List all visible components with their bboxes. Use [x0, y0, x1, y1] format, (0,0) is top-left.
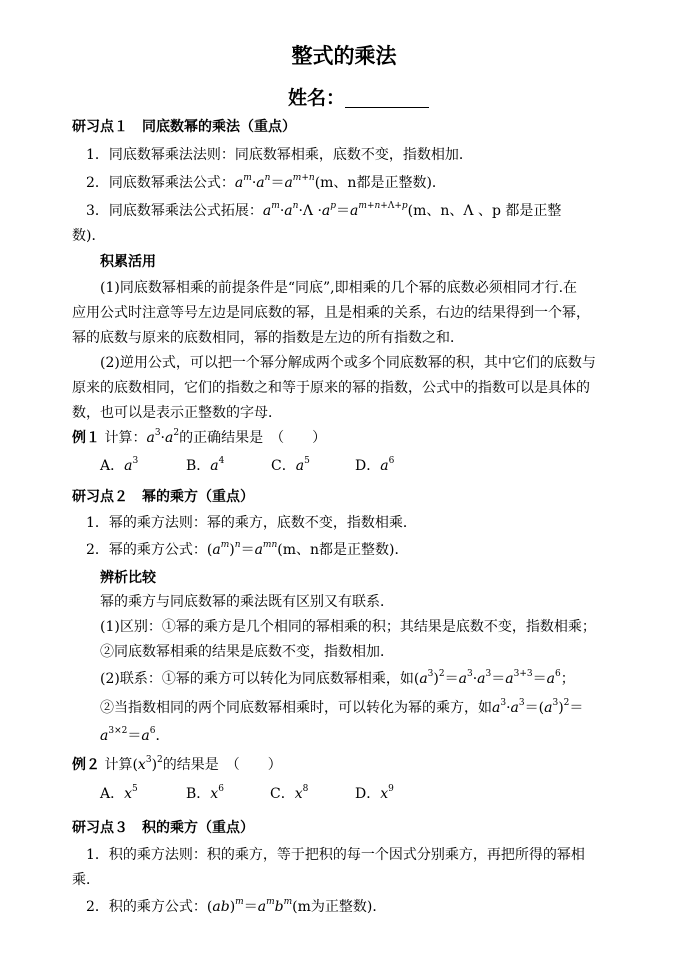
example-1: 例１ 计算：$a^3\cdot a^2$的正确结果是 （ ）	[72, 428, 327, 446]
s3-rule-cont: 乘．	[72, 872, 100, 888]
section-2-heading: 研习点２ 幂的乘方（重点）	[72, 489, 254, 505]
s1-formula-ext-cont: 数)．	[72, 228, 106, 244]
s2-formula: 2．幂的乘方公式：$(a^m)^n=a^{mn}(m$、n都是正整数)．	[86, 540, 409, 558]
s1-formula-ext: 3．同底数幂乘法公式拓展：$a^m\cdot a^n\cdot\Lambda \cdot a^p=a^{m+n+\Lambda+p}(m$、n、Λ 、p 都是正整	[86, 201, 562, 219]
example-1-option-d[interactable]: D．$a^6$	[355, 456, 395, 474]
example-2-option-a[interactable]: A．$x^5$	[100, 784, 138, 802]
example-2-option-d[interactable]: D．$x^9$	[355, 784, 394, 802]
s1-note-2a: (2)逆用公式，可以把一个幂分解成两个或多个同底数幂的积，其中它们的底数与	[100, 355, 596, 371]
example-2-option-b[interactable]: B．$x^6$	[186, 784, 224, 802]
s1-formula: 2．同底数幂乘法公式：$a^m\cdot a^n=a^{m+n}(m$、n都是正整数)．	[86, 173, 446, 191]
s2-compare-0: 幂的乘方与同底数幂的乘法既有区别又有联系．	[100, 594, 394, 610]
s2-subheading: 辨析比较	[100, 570, 156, 586]
s2-compare-2: ②同底数幂相乘的结果是底数不变，指数相加．	[100, 644, 394, 660]
example-1-option-b[interactable]: B．$a^4$	[186, 456, 225, 474]
s1-rule: 1．同底数幂乘法法则：同底数幂相乘，底数不变，指数相加．	[86, 147, 473, 163]
s1-note-1c: 幂的底数与原来的底数相同，幂的指数是左边的所有指数之和．	[72, 330, 464, 346]
s1-subheading: 积累活用	[100, 254, 156, 270]
example-1-option-a[interactable]: A．$a^3$	[100, 456, 139, 474]
s1-note-2c: 数，也可以是表示正整数的字母．	[72, 405, 282, 421]
s1-note-1a: (1)同底数幂相乘的前提条件是“同底”,即相乘的几个幂的底数必须相同才行.在	[100, 280, 578, 296]
s3-formula: 2．积的乘方公式：$(ab)^m=a^mb^m(m$为正整数)．	[86, 897, 387, 915]
section-3-heading: 研习点３ 积的乘方（重点）	[72, 820, 254, 836]
s2-compare-4: ②当指数相同的两个同底数幂相乘时，可以转化为幂的乘方，如$a^3\cdot a^3=(a^3)^2=$	[100, 698, 584, 716]
s3-rule: 1．积的乘方法则：积的乘方，等于把积的每一个因式分别乘方，再把所得的幂相	[86, 847, 585, 863]
name-blank	[345, 89, 429, 108]
section-1-heading: 研习点１ 同底数幂的乘法（重点）	[72, 119, 296, 135]
example-2: 例２ 计算$(x^3)^2$的结果是 （ ）	[72, 755, 282, 773]
page-title: 整式的乘法	[291, 43, 397, 68]
s1-note-1b: 应用公式时注意等号左边是同底数的幂，且是相乘的关系，右边的结果得到一个幂，	[72, 305, 590, 321]
s2-compare-4-cont: $a^{3\times 2}=a^6$．	[100, 726, 170, 744]
example-2-option-c[interactable]: C．$x^8$	[270, 784, 309, 802]
s2-compare-3: (2)联系：①幂的乘方可以转化为同底数幂相乘，如$(a^3)^2=a^3\cdot a^3=a^{3+3}=a^6$；	[100, 669, 575, 687]
example-1-option-c[interactable]: C．$a^5$	[271, 456, 310, 474]
s1-note-2b: 原来的底数相同，它们的指数之和等于原来的幂的指数，公式中的指数可以是具体的	[72, 380, 590, 396]
s2-rule: 1．幂的乘方法则：幂的乘方，底数不变，指数相乘．	[86, 515, 417, 531]
s2-compare-1: (1)区别：①幂的乘方是几个相同的幂相乘的积；其结果是底数不变，指数相乘；	[100, 619, 596, 635]
name-line	[288, 88, 429, 108]
name-label: 姓名：	[288, 87, 346, 109]
